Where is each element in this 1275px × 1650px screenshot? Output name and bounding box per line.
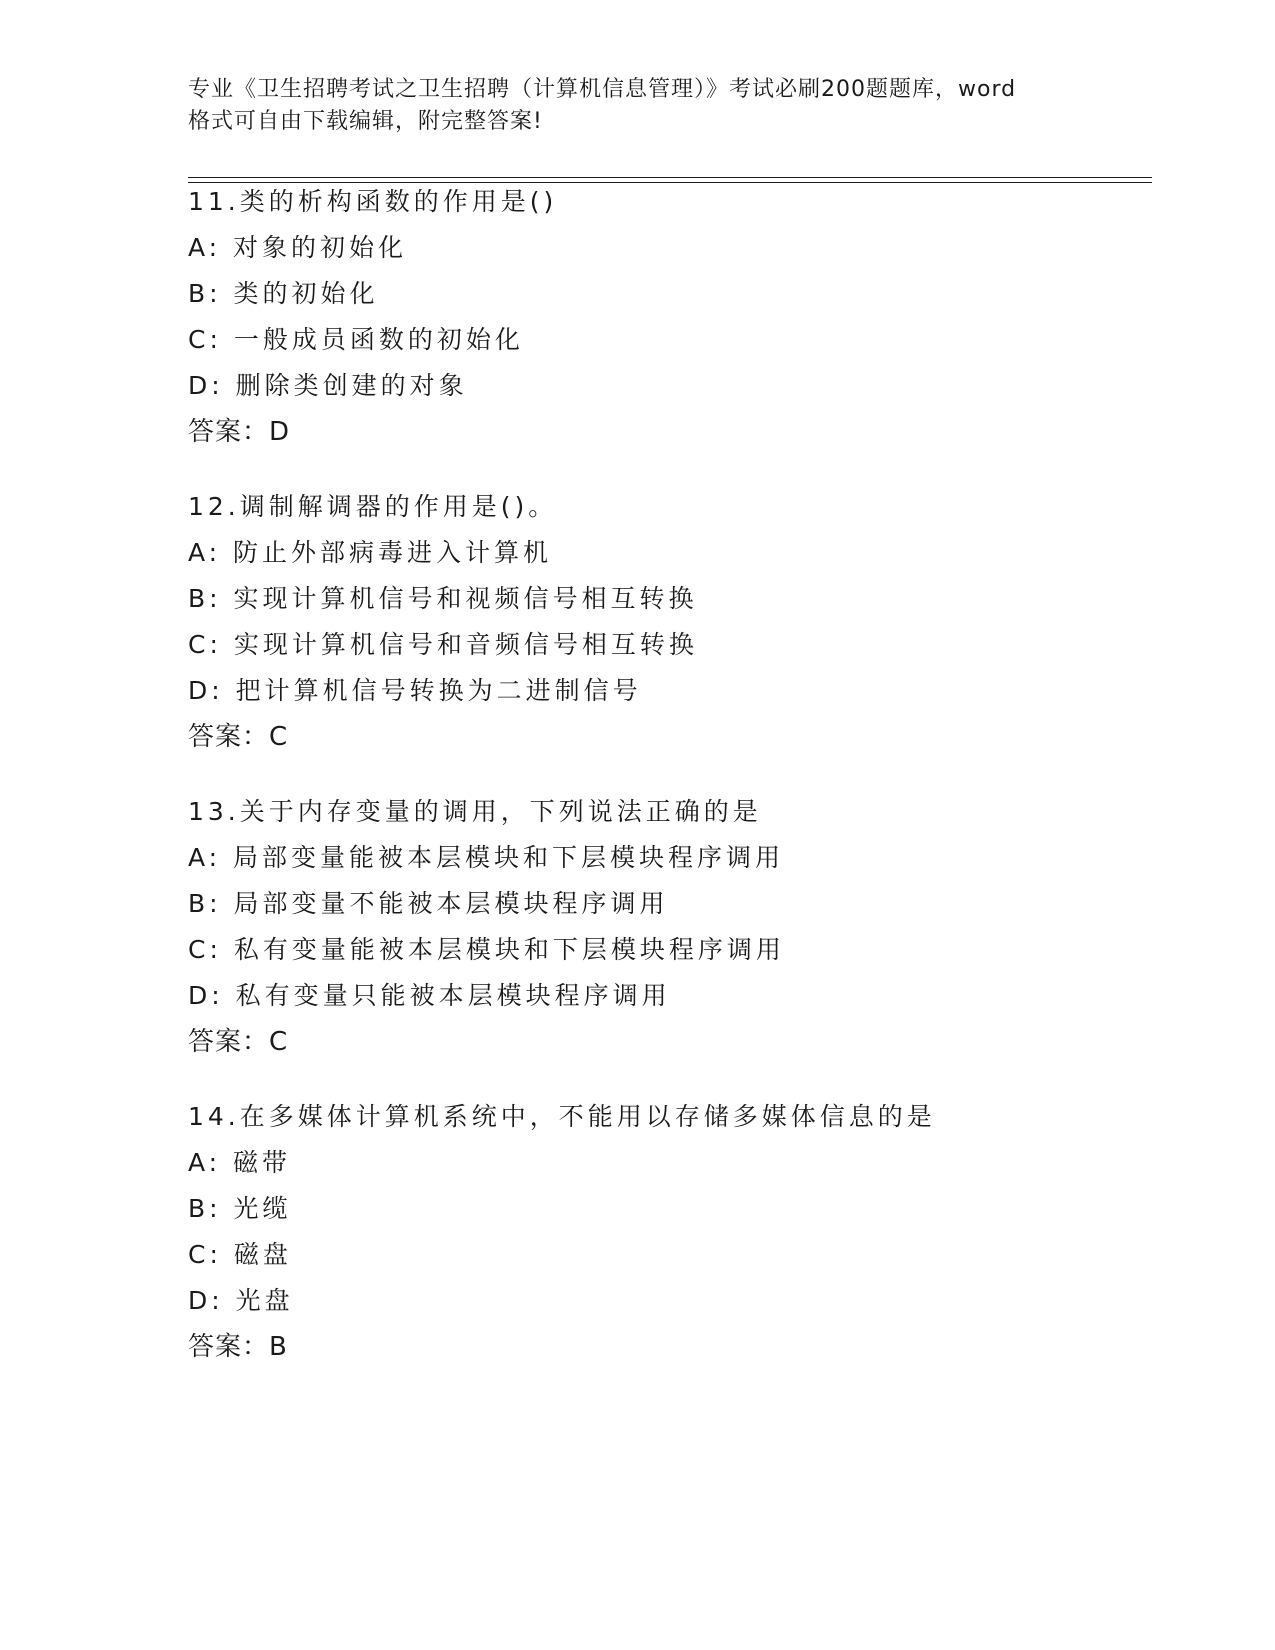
answer-label: 答案： (188, 1332, 270, 1362)
option-c: C: 磁盘 (188, 1240, 292, 1269)
option-d: D: 光盘 (188, 1286, 294, 1315)
option-b: B: 类的初始化 (188, 279, 379, 308)
question-12 (188, 484, 1138, 760)
answer-label: 答案： (188, 417, 270, 447)
option-b: B: 光缆 (188, 1194, 292, 1223)
question-stem: 12.调制解调器的作用是()。 (188, 492, 558, 521)
header-line-2: 格式可自由下载编辑，附完整答案! (188, 109, 543, 134)
answer-line (188, 1324, 1138, 1370)
question-14 (188, 1094, 1138, 1370)
option-d: D: 私有变量只能被本层模块程序调用 (188, 981, 671, 1010)
answer-line (188, 409, 1138, 455)
option-d: D: 把计算机信号转换为二进制信号 (188, 676, 642, 705)
question-13 (188, 789, 1138, 1065)
question-stem: 14.在多媒体计算机系统中，不能用以存储多媒体信息的是 (188, 1102, 936, 1131)
option-a: A: 防止外部病毒进入计算机 (188, 538, 553, 567)
option-a: A: 对象的初始化 (188, 233, 408, 262)
question-stem: 11.类的析构函数的作用是() (188, 187, 558, 216)
answer-label: 答案： (188, 1027, 270, 1057)
answer-value: C (269, 722, 289, 752)
answer-label: 答案： (188, 722, 270, 752)
answer-value: C (269, 1027, 289, 1057)
option-a: A: 局部变量能被本层模块和下层模块程序调用 (188, 843, 785, 872)
answer-line (188, 1019, 1138, 1065)
answer-value: B (269, 1332, 288, 1362)
header-line-1: 专业《卫生招聘考试之卫生招聘（计算机信息管理）》考试必刷200题题库，word (188, 77, 1017, 102)
option-c: C: 私有变量能被本层模块和下层模块程序调用 (188, 935, 785, 964)
option-b: B: 局部变量不能被本层模块程序调用 (188, 889, 669, 918)
option-c: C: 实现计算机信号和音频信号相互转换 (188, 630, 698, 659)
option-a: A: 磁带 (188, 1148, 292, 1177)
question-11 (188, 179, 1138, 455)
option-b: B: 实现计算机信号和视频信号相互转换 (188, 584, 698, 613)
header-divider-top (188, 177, 1152, 178)
question-stem: 13.关于内存变量的调用，下列说法正确的是 (188, 797, 762, 826)
answer-value: D (269, 417, 291, 447)
option-c: C: 一般成员函数的初始化 (188, 325, 524, 354)
option-d: D: 删除类创建的对象 (188, 371, 468, 400)
answer-line (188, 714, 1138, 760)
document-header (188, 74, 1088, 138)
